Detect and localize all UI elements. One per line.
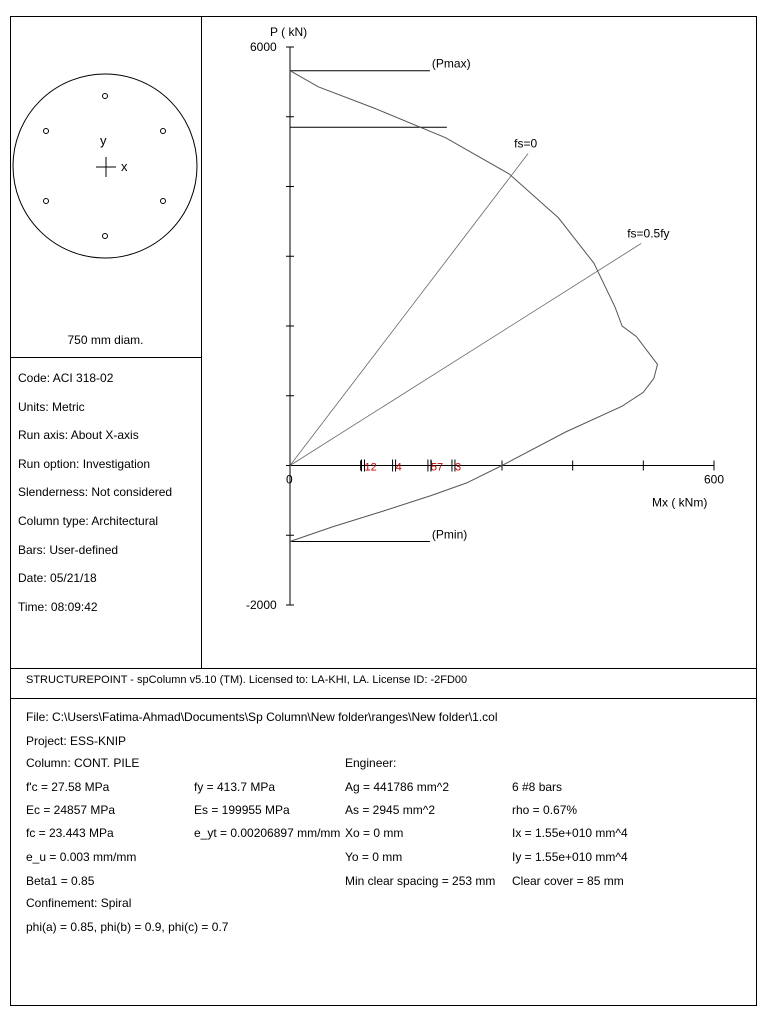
prop-xo: Xo = 0 mm — [345, 826, 404, 840]
radial-line-label-0: fs=0 — [514, 136, 538, 151]
prop-ag: Ag = 441786 mm^2 — [345, 780, 450, 794]
prop-file: File: C:\Users\Fatima-Ahmad\Documents\Sp Column\New folder\ranges\New folder\1.col — [26, 710, 498, 724]
prop-engineer: Engineer: — [345, 756, 397, 770]
section-outline — [13, 74, 197, 258]
rebar — [44, 129, 49, 134]
interaction-diagram — [202, 17, 756, 667]
prop-spacing: Min clear spacing = 253 mm — [345, 874, 496, 888]
info-date: Date: 05/21/18 — [18, 571, 97, 585]
prop-ix: Ix = 1.55e+010 mm^4 — [512, 826, 628, 840]
prop-es: Es = 199955 MPa — [194, 803, 290, 817]
rebar — [44, 199, 49, 204]
load-point-label-0: 12 — [364, 461, 377, 474]
prop-beta1: Beta1 = 0.85 — [26, 874, 95, 888]
load-point-label-3: 3 — [454, 461, 462, 474]
prop-rho: rho = 0.67% — [512, 803, 578, 817]
prop-confinement: Confinement: Spiral — [26, 896, 132, 910]
prop-bars: 6 #8 bars — [512, 780, 563, 794]
prop-phi: phi(a) = 0.85, phi(b) = 0.9, phi(c) = 0.7 — [26, 920, 229, 934]
prop-cover: Clear cover = 85 mm — [512, 874, 624, 888]
x-tick-label-origin: 0 — [286, 472, 293, 487]
y-tick-label-top: 6000 — [250, 40, 277, 54]
license-divider-bottom — [10, 698, 757, 699]
prop-eyt: e_yt = 0.00206897 mm/mm — [194, 826, 341, 840]
info-code: Code: ACI 318-02 — [18, 371, 114, 385]
prop-fc2: fc = 23.443 MPa — [26, 826, 114, 840]
section-divider-horizontal — [10, 357, 201, 358]
prop-fc: f'c = 27.58 MPa — [26, 780, 110, 794]
section-axis-x-label: x — [121, 159, 128, 174]
rebar — [161, 129, 166, 134]
interaction-curve-0 — [290, 71, 658, 542]
prop-column: Column: CONT. PILE — [26, 756, 140, 770]
reference-line-label-2: (Pmin) — [431, 527, 468, 542]
info-column-type: Column type: Architectural — [18, 514, 159, 528]
radial-line-0 — [290, 153, 528, 465]
x-axis-label: Mx ( kNm) — [652, 495, 708, 510]
prop-as: As = 2945 mm^2 — [345, 803, 436, 817]
license-divider-top — [10, 668, 757, 669]
radial-line-label-1: fs=0.5fy — [627, 226, 670, 241]
y-tick-label-bottom: -2000 — [246, 598, 277, 612]
license-line: STRUCTUREPOINT - spColumn v5.10 (TM). Licensed to: LA-KHI, LA. License ID: -2FD00 — [26, 674, 468, 686]
info-slenderness: Slenderness: Not considered — [18, 485, 173, 499]
x-tick-label-end: 600 — [704, 472, 725, 487]
radial-line-1 — [290, 243, 641, 465]
prop-fy: fy = 413.7 MPa — [194, 780, 276, 794]
load-point-label-1: 4 — [395, 461, 402, 474]
info-run-option: Run option: Investigation — [18, 457, 151, 471]
rebar — [103, 234, 108, 239]
rebar — [161, 199, 166, 204]
prop-eu: e_u = 0.003 mm/mm — [26, 850, 137, 864]
reference-line-label-0: (Pmax) — [431, 56, 471, 71]
section-axis-y-label: y — [100, 133, 107, 148]
column-section-drawing — [10, 60, 201, 290]
rebar — [103, 94, 108, 99]
section-diameter-label: 750 mm diam. — [67, 333, 144, 347]
prop-iy: Iy = 1.55e+010 mm^4 — [512, 850, 628, 864]
info-bars: Bars: User-defined — [18, 543, 119, 557]
load-point-label-2: 57 — [430, 461, 444, 474]
prop-yo: Yo = 0 mm — [345, 850, 403, 864]
info-time: Time: 08:09:42 — [18, 600, 98, 614]
prop-project: Project: ESS-KNIP — [26, 734, 127, 748]
info-run-axis: Run axis: About X-axis — [18, 428, 139, 442]
y-axis-label: P ( kN) — [270, 25, 308, 39]
info-units: Units: Metric — [18, 400, 85, 414]
prop-ec: Ec = 24857 MPa — [26, 803, 116, 817]
